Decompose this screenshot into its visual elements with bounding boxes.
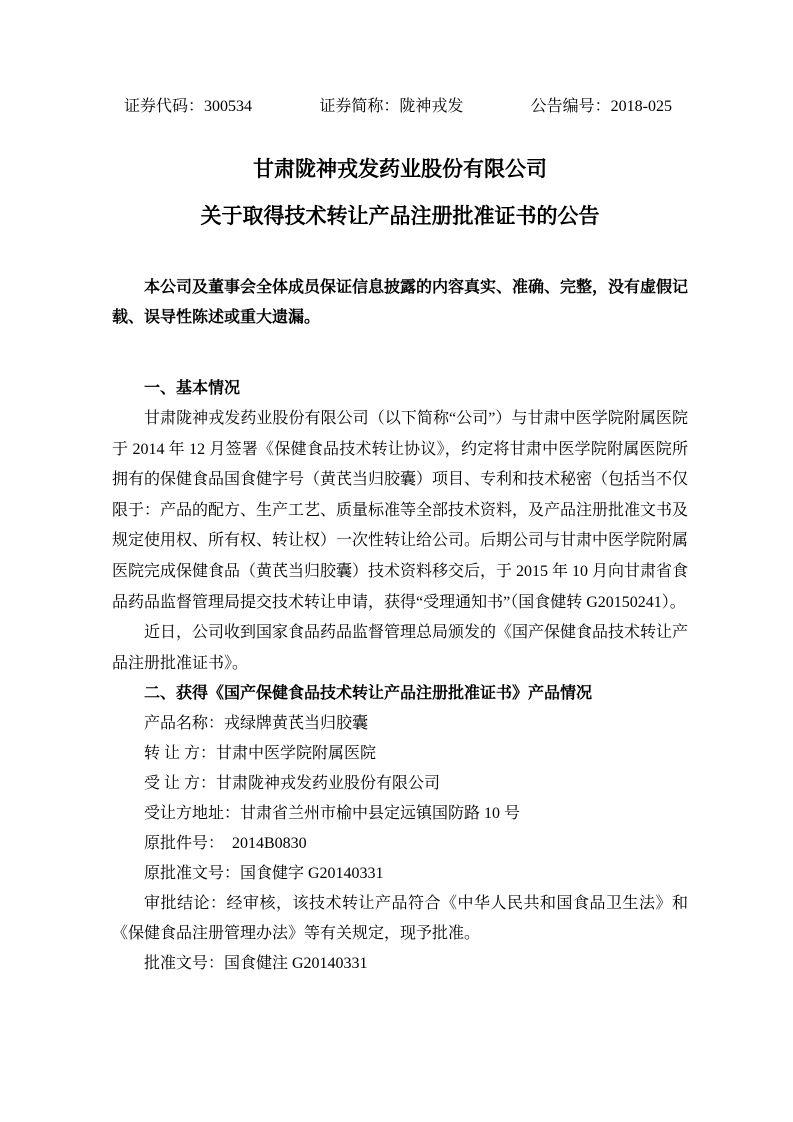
document-header bbox=[112, 96, 688, 117]
transferee-address-line: 受让方地址：甘肃省兰州市榆中县定远镇国防路 10 号 bbox=[144, 805, 521, 823]
section2-heading: 二、获得《国产保健食品技术转让产品注册批准证书》产品情况 bbox=[144, 685, 593, 703]
section1-paragraph-2: 近日，公司收到国家食品药品监督管理总局颁发的《国产保健食品技术转让产品注册批准证书》。 bbox=[112, 624, 689, 672]
section1-heading: 一、基本情况 bbox=[144, 380, 241, 397]
product-name-line: 产品名称：戎绿牌黄芪当归胶囊 bbox=[144, 715, 369, 733]
section1-paragraph-1: 甘肃陇神戎发药业股份有限公司（以下简称“公司”）与甘肃中医学院附属医院于 2014 年 12 月签署《保健食品技术转让协议》，约定将甘肃中医学院附属医院所拥有的保健食品国食健字号（黄芪当归胶囊）项目、专利和技术秘密（包括当不仅限于：产品的配方、生产工艺、质量标准等全部技术资料，及产品注册批准文书及规定使用权、所有权、转让权）一次性转让给公司。后期公司与甘肃中医学院附属医院完成保健食品（黄芪当归胶囊）技术资料移交后，于 2015 年 10 月向甘肃省食品药品监督管理局提交技术转让申请，获得“受理通知书”（国食健转 G20150241）。 bbox=[112, 410, 689, 611]
approval-number-line: 批准文号：国食健注 G20140331 bbox=[144, 955, 368, 973]
original-approval-doc-no-line: 原批件号： 2014B0830 bbox=[144, 835, 307, 853]
stock-code: 证券代码：300534 bbox=[124, 98, 253, 115]
transferee-line: 受 让 方：甘肃陇神戎发药业股份有限公司 bbox=[144, 775, 441, 793]
original-approval-number-line: 原批准文号：国食健字 G20140331 bbox=[144, 865, 384, 883]
transferor-line: 转 让 方：甘肃中医学院附属医院 bbox=[144, 745, 377, 763]
stock-abbr: 证券简称：陇神戎发 bbox=[319, 98, 464, 115]
company-name-title: 甘肃陇神戎发药业股份有限公司 bbox=[253, 157, 547, 181]
approval-conclusion-line: 审批结论：经审核，该技术转让产品符合《中华人民共和国食品卫生法》和《保健食品注册管理办法》等有关规定，现予批准。 bbox=[112, 895, 688, 943]
announcement-title: 关于取得技术转让产品注册批准证书的公告 bbox=[200, 204, 600, 228]
board-disclaimer: 本公司及董事会全体成员保证信息披露的内容真实、准确、完整，没有虚假记载、误导性陈述或重大遗漏。 bbox=[112, 279, 689, 326]
announcement-number: 公告编号：2018-025 bbox=[530, 98, 672, 115]
